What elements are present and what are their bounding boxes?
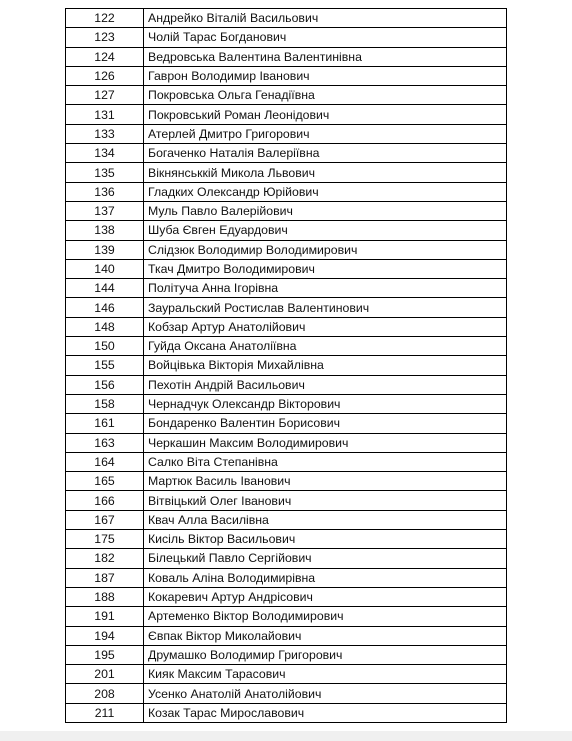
table-row	[66, 703, 507, 722]
table-body	[66, 9, 507, 723]
table-row	[66, 201, 507, 220]
row-number: 161	[66, 414, 144, 433]
person-name: Мартюк Василь Іванович	[144, 472, 507, 491]
person-name: Вітвіцький Олег Іванович	[144, 491, 507, 510]
table-row	[66, 452, 507, 471]
person-name: Бондаренко Валентин Борисович	[144, 414, 507, 433]
table-row	[66, 684, 507, 703]
person-name: Кисіль Віктор Васильович	[144, 530, 507, 549]
table-row	[66, 317, 507, 336]
table-row	[66, 47, 507, 66]
row-number: 187	[66, 568, 144, 587]
row-number: 131	[66, 105, 144, 124]
row-number: 201	[66, 665, 144, 684]
table-row	[66, 433, 507, 452]
person-name: Слідзюк Володимир Володимирович	[144, 240, 507, 259]
person-name: Кияк Максим Тарасович	[144, 665, 507, 684]
person-name: Войцівька Вікторія Михайлівна	[144, 356, 507, 375]
row-number: 150	[66, 337, 144, 356]
table-row	[66, 607, 507, 626]
row-number: 175	[66, 530, 144, 549]
person-name: Вікнянськкій Микола Львович	[144, 163, 507, 182]
person-name: Коваль Аліна Володимирівна	[144, 568, 507, 587]
table-row	[66, 163, 507, 182]
row-number: 166	[66, 491, 144, 510]
row-number: 163	[66, 433, 144, 452]
person-name: Євпак Віктор Миколайович	[144, 626, 507, 645]
row-number: 167	[66, 510, 144, 529]
table-row	[66, 182, 507, 201]
person-name: Чернадчук Олександр Вікторович	[144, 394, 507, 413]
person-name: Гуйда Оксана Анатоліївна	[144, 337, 507, 356]
table-row	[66, 240, 507, 259]
person-name: Богаченко Наталія Валеріївна	[144, 144, 507, 163]
person-name: Ткач Дмитро Володимирович	[144, 259, 507, 278]
person-name: Муль Павло Валерійович	[144, 201, 507, 220]
person-name: Покровська Ольга Генадіївна	[144, 86, 507, 105]
person-name: Друмашко Володимир Григорович	[144, 645, 507, 664]
table-row	[66, 491, 507, 510]
table-row	[66, 298, 507, 317]
table-row	[66, 645, 507, 664]
person-name: Козак Тарас Мирославович	[144, 703, 507, 722]
person-name: Квач Алла Василівна	[144, 510, 507, 529]
table-row	[66, 337, 507, 356]
table-row	[66, 414, 507, 433]
table-row	[66, 221, 507, 240]
names-table	[65, 8, 507, 723]
table-row	[66, 356, 507, 375]
row-number: 135	[66, 163, 144, 182]
page-bottom-edge	[0, 731, 572, 741]
person-name: Кобзар Артур Анатолійович	[144, 317, 507, 336]
person-name: Усенко Анатолій Анатолійович	[144, 684, 507, 703]
person-name: Білецький Павло Сергійович	[144, 549, 507, 568]
row-number: 211	[66, 703, 144, 722]
row-number: 164	[66, 452, 144, 471]
row-number: 126	[66, 66, 144, 85]
row-number: 194	[66, 626, 144, 645]
person-name: Пехотін Андрій Васильович	[144, 375, 507, 394]
row-number: 124	[66, 47, 144, 66]
person-name: Покровський Роман Леонідович	[144, 105, 507, 124]
row-number: 136	[66, 182, 144, 201]
person-name: Артеменко Віктор Володимирович	[144, 607, 507, 626]
table-row	[66, 394, 507, 413]
row-number: 165	[66, 472, 144, 491]
person-name: Зауральский Ростислав Валентинович	[144, 298, 507, 317]
person-name: Атерлей Дмитро Григорович	[144, 124, 507, 143]
row-number: 137	[66, 201, 144, 220]
table-row	[66, 568, 507, 587]
table-row	[66, 66, 507, 85]
table-row	[66, 587, 507, 606]
table-row	[66, 9, 507, 28]
person-name: Чолій Тарас Богданович	[144, 28, 507, 47]
table-row	[66, 124, 507, 143]
row-number: 127	[66, 86, 144, 105]
table-row	[66, 530, 507, 549]
person-name: Ведровська Валентина Валентинівна	[144, 47, 507, 66]
person-name: Політуча Анна Ігорівна	[144, 279, 507, 298]
row-number: 158	[66, 394, 144, 413]
person-name: Кокаревич Артур Андрісович	[144, 587, 507, 606]
table-row	[66, 259, 507, 278]
table-row	[66, 549, 507, 568]
row-number: 146	[66, 298, 144, 317]
row-number: 208	[66, 684, 144, 703]
person-name: Шуба Євген Едуардович	[144, 221, 507, 240]
table-row	[66, 626, 507, 645]
row-number: 140	[66, 259, 144, 278]
table-row	[66, 665, 507, 684]
row-number: 182	[66, 549, 144, 568]
row-number: 134	[66, 144, 144, 163]
row-number: 155	[66, 356, 144, 375]
person-name: Андрейко Віталій Васильович	[144, 9, 507, 28]
person-name: Гаврон Володимир Іванович	[144, 66, 507, 85]
row-number: 191	[66, 607, 144, 626]
row-number: 139	[66, 240, 144, 259]
person-name: Черкашин Максим Володимирович	[144, 433, 507, 452]
row-number: 195	[66, 645, 144, 664]
row-number: 133	[66, 124, 144, 143]
row-number: 148	[66, 317, 144, 336]
table-row	[66, 105, 507, 124]
table-row	[66, 279, 507, 298]
row-number: 144	[66, 279, 144, 298]
person-name: Гладких Олександр Юрійович	[144, 182, 507, 201]
table-row	[66, 375, 507, 394]
table-row	[66, 28, 507, 47]
row-number: 123	[66, 28, 144, 47]
table-row	[66, 472, 507, 491]
table-row	[66, 510, 507, 529]
row-number: 138	[66, 221, 144, 240]
table-row	[66, 86, 507, 105]
row-number: 156	[66, 375, 144, 394]
person-name: Салко Віта Степанівна	[144, 452, 507, 471]
row-number: 122	[66, 9, 144, 28]
row-number: 188	[66, 587, 144, 606]
table-row	[66, 144, 507, 163]
